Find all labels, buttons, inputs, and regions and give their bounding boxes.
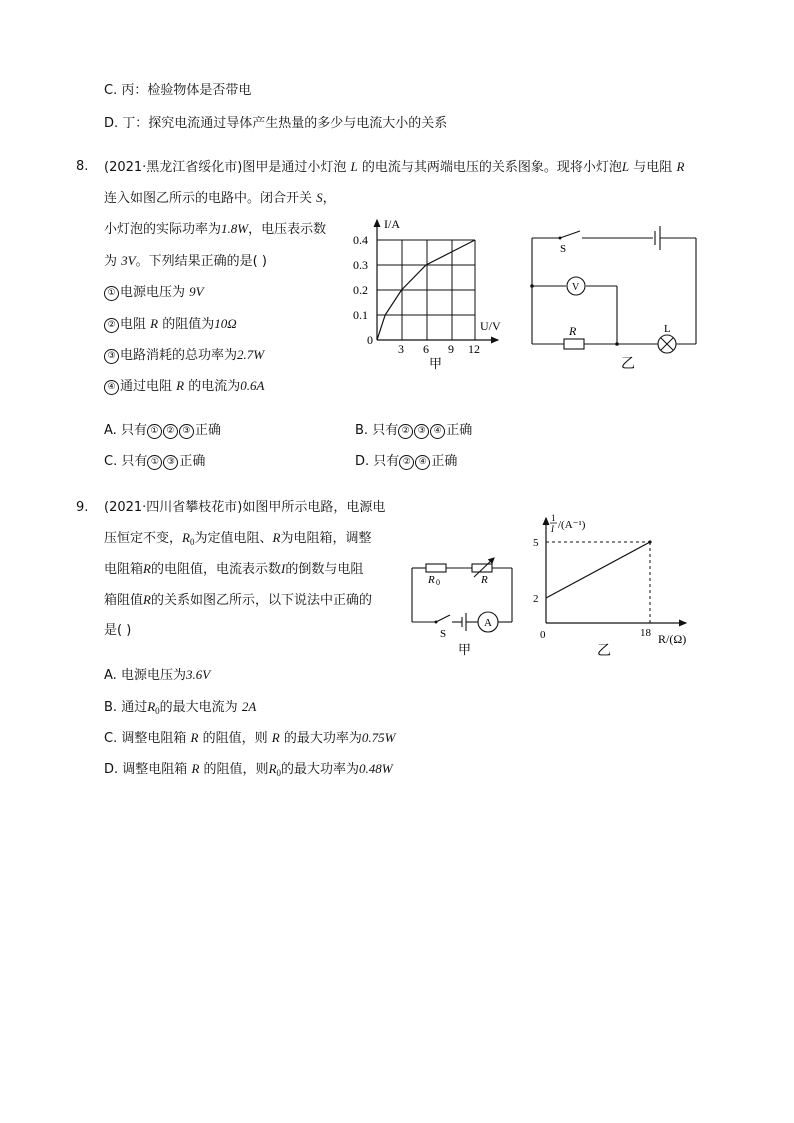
y-tick: 0.3 xyxy=(353,258,368,272)
text: 小灯泡的实际功率为 xyxy=(104,222,222,237)
mark: ④ xyxy=(104,380,119,395)
mark: ④ xyxy=(430,424,445,439)
text: 为 xyxy=(104,254,118,269)
switch-label: S xyxy=(560,243,567,255)
figure-caption: 乙 xyxy=(597,643,611,659)
text: 的最大电流为 xyxy=(159,700,238,715)
mark: ③ xyxy=(414,424,429,439)
text: ，电压表示数 xyxy=(248,222,327,237)
text: 的电流为 xyxy=(188,379,241,394)
var-R: R xyxy=(143,561,151,576)
q9-option-c[interactable] xyxy=(104,730,395,747)
text: 图甲是通过小灯泡 xyxy=(242,160,347,175)
text: 调整电阻箱 xyxy=(121,731,187,746)
x-tick: 18 xyxy=(640,627,651,639)
var-R: R xyxy=(150,316,159,331)
q8-circuit xyxy=(520,222,710,372)
data-point xyxy=(648,540,651,543)
text: 只有 xyxy=(373,454,400,469)
q8-statement-2 xyxy=(104,316,237,333)
text: 为电阻箱，调整 xyxy=(280,531,372,546)
q9-stem-line3 xyxy=(104,561,363,578)
text: 的最大功率为 xyxy=(281,762,360,777)
mark: ① xyxy=(147,455,162,470)
var-R: R xyxy=(676,159,685,174)
text: 只有 xyxy=(372,423,399,438)
q8-statement-3 xyxy=(104,347,264,364)
option-label: B. xyxy=(104,700,118,715)
option-label: D. xyxy=(104,762,119,777)
x-tick: 6 xyxy=(423,342,429,356)
resistance-box-icon xyxy=(472,564,492,572)
q9-stem-line1 xyxy=(104,500,385,516)
text: 压恒定不变， xyxy=(104,531,183,546)
text: 的倒数与电阻 xyxy=(285,562,364,577)
q8-stem-line3 xyxy=(104,221,326,238)
q8-option-a[interactable] xyxy=(104,423,221,439)
text: 电源电压为 xyxy=(120,285,186,300)
q9-stem-line5: 是( ) xyxy=(104,623,132,638)
y-label-unit: /(A⁻¹) xyxy=(558,519,586,531)
text: 电阻 xyxy=(120,317,147,332)
q9-stem-line4 xyxy=(104,592,372,609)
option-label: A. xyxy=(104,668,117,683)
option-label: D. xyxy=(104,116,119,131)
q8-option-d[interactable] xyxy=(355,454,457,470)
r0-subscript: 0 xyxy=(436,578,440,587)
q8-statement-4 xyxy=(104,378,264,395)
text: 的最大功率为 xyxy=(283,731,362,746)
option-label: C. xyxy=(104,731,118,746)
junction-dot xyxy=(530,284,534,288)
mark: ③ xyxy=(163,455,178,470)
switch-blade xyxy=(560,231,580,238)
prev-option-d xyxy=(104,116,447,132)
y-tick: 0.1 xyxy=(353,308,368,322)
value: 0.6A xyxy=(240,378,265,393)
y-label-numerator: 1 xyxy=(551,513,556,523)
value: 0.75W xyxy=(361,730,396,745)
text: ， xyxy=(322,191,336,206)
var-L: L xyxy=(621,159,630,174)
var-R: R xyxy=(272,530,281,545)
value: 9V xyxy=(189,284,204,299)
resistor-label: R xyxy=(569,324,577,338)
text: 的阻值，则 xyxy=(203,762,269,777)
var-R0: R xyxy=(268,761,277,776)
q9-graph xyxy=(530,510,710,660)
text: 为定值电阻、 xyxy=(194,531,273,546)
subscript: 0 xyxy=(189,537,195,547)
mark: ① xyxy=(147,424,162,439)
value: 10Ω xyxy=(214,316,237,331)
text: 电源电压为 xyxy=(120,668,186,683)
value: 1.8W xyxy=(221,221,249,236)
option-text: 丁：探究电流通过导体产生热量的多少与电流大小的关系 xyxy=(122,116,448,131)
y-axis-label: I/A xyxy=(384,217,400,231)
option-text: 丙：检验物体是否带电 xyxy=(121,83,252,98)
lamp-label: L xyxy=(664,323,671,335)
var-R: R xyxy=(191,761,200,776)
value: 2A xyxy=(241,699,257,714)
junction-dot xyxy=(615,342,619,346)
text: 通过 xyxy=(121,700,148,715)
text: 的阻值为 xyxy=(162,317,215,332)
value: 0.48W xyxy=(359,761,393,776)
y-tick: 2 xyxy=(533,593,539,605)
subscript: 0 xyxy=(276,768,282,778)
option-label: C. xyxy=(104,83,118,98)
text: 正确 xyxy=(179,454,206,469)
value: 3V xyxy=(121,253,136,268)
var-R0: R xyxy=(182,530,190,545)
origin-label: 0 xyxy=(367,333,373,347)
x-axis-label: R/(Ω) xyxy=(658,632,687,646)
option-label: D. xyxy=(355,454,370,469)
q8-number: 8. xyxy=(76,159,89,174)
text: 的电流与其两端电压的关系图象。现将小灯泡 xyxy=(361,160,622,175)
text: 正确 xyxy=(431,454,458,469)
text: 只有 xyxy=(120,423,147,438)
mark: ② xyxy=(104,318,119,333)
r0-label: R xyxy=(428,574,435,586)
q9-number: 9. xyxy=(76,500,89,515)
q8-stem-line2 xyxy=(104,190,336,207)
value: 2.7W xyxy=(237,347,265,362)
q8-option-c[interactable] xyxy=(104,454,205,470)
text: 通过电阻 xyxy=(120,379,173,394)
q8-stem-line1 xyxy=(104,159,684,176)
mark: ③ xyxy=(179,424,194,439)
var-L: L xyxy=(350,159,358,174)
q8-stem-line4 xyxy=(104,253,267,270)
x-tick: 12 xyxy=(468,342,480,356)
mark: ② xyxy=(398,424,413,439)
option-label: B. xyxy=(355,423,369,438)
x-axis-label: U/V xyxy=(480,319,501,333)
subscript: 0 xyxy=(155,706,160,716)
text: 的阻值，则 xyxy=(202,731,268,746)
x-tick: 3 xyxy=(398,342,404,356)
text: 与电阻 xyxy=(633,160,673,175)
mark: ④ xyxy=(415,455,430,470)
var-S: S xyxy=(316,190,323,205)
q9-source: (2021·四川省攀枝花市) xyxy=(104,500,243,515)
var-R0: R xyxy=(147,699,156,714)
var-I: I xyxy=(280,561,286,576)
var-R: R xyxy=(190,730,199,745)
text: 箱阻值 xyxy=(104,593,144,608)
mark: ③ xyxy=(104,349,119,364)
option-label: A. xyxy=(104,423,117,438)
figure-caption: 乙 xyxy=(621,356,635,372)
voltmeter-label: V xyxy=(572,282,580,293)
q8-statement-1 xyxy=(104,284,204,301)
q8-iv-graph xyxy=(350,212,510,372)
switch-blade xyxy=(436,615,450,622)
ammeter-label: A xyxy=(484,617,492,629)
text: 连入如图乙所示的电路中。闭合开关 xyxy=(104,191,313,206)
q9-circuit xyxy=(404,555,524,659)
x-tick: 9 xyxy=(448,342,454,356)
text: 。下列结果正确的是( ) xyxy=(135,254,267,269)
var-R: R xyxy=(271,730,280,745)
figure-caption: 甲 xyxy=(458,643,472,658)
q9-option-a[interactable] xyxy=(104,667,210,684)
var-R: R xyxy=(176,378,185,393)
q9-stem-line2 xyxy=(104,530,371,550)
switch-label: S xyxy=(440,628,447,640)
text: 只有 xyxy=(121,454,148,469)
r0-resistor-icon xyxy=(426,564,446,572)
linear-line xyxy=(546,542,650,598)
q9-option-d[interactable] xyxy=(104,761,393,781)
q9-option-b[interactable] xyxy=(104,699,256,719)
text: 的电阻值，电流表示数 xyxy=(150,562,281,577)
prev-option-c xyxy=(104,83,251,99)
text: 电路消耗的总功率为 xyxy=(120,348,238,363)
var-R: R xyxy=(143,592,151,607)
text: 电阻箱 xyxy=(104,562,144,577)
grid xyxy=(377,240,475,340)
y-tick: 0.2 xyxy=(353,283,368,297)
r-label: R xyxy=(481,574,488,586)
mark: ① xyxy=(104,286,119,301)
text: 正确 xyxy=(194,423,221,438)
q8-source: (2021·黑龙江省绥化市) xyxy=(104,160,243,175)
y-label-denominator: I xyxy=(551,524,554,534)
text: 的关系如图乙所示，以下说法中正确的 xyxy=(150,593,372,608)
y-tick: 0.4 xyxy=(353,233,368,247)
text: 正确 xyxy=(446,423,473,438)
mark: ② xyxy=(399,455,414,470)
mark: ② xyxy=(163,424,178,439)
option-label: C. xyxy=(104,454,118,469)
text: 如图甲所示电路，电源电 xyxy=(242,500,386,515)
y-tick: 5 xyxy=(533,537,539,549)
figure-caption: 甲 xyxy=(429,357,443,372)
resistor-icon xyxy=(564,339,584,349)
text: 调整电阻箱 xyxy=(122,762,188,777)
q8-option-b[interactable] xyxy=(355,423,472,439)
value: 3.6V xyxy=(185,667,211,682)
origin-label: 0 xyxy=(540,629,546,641)
